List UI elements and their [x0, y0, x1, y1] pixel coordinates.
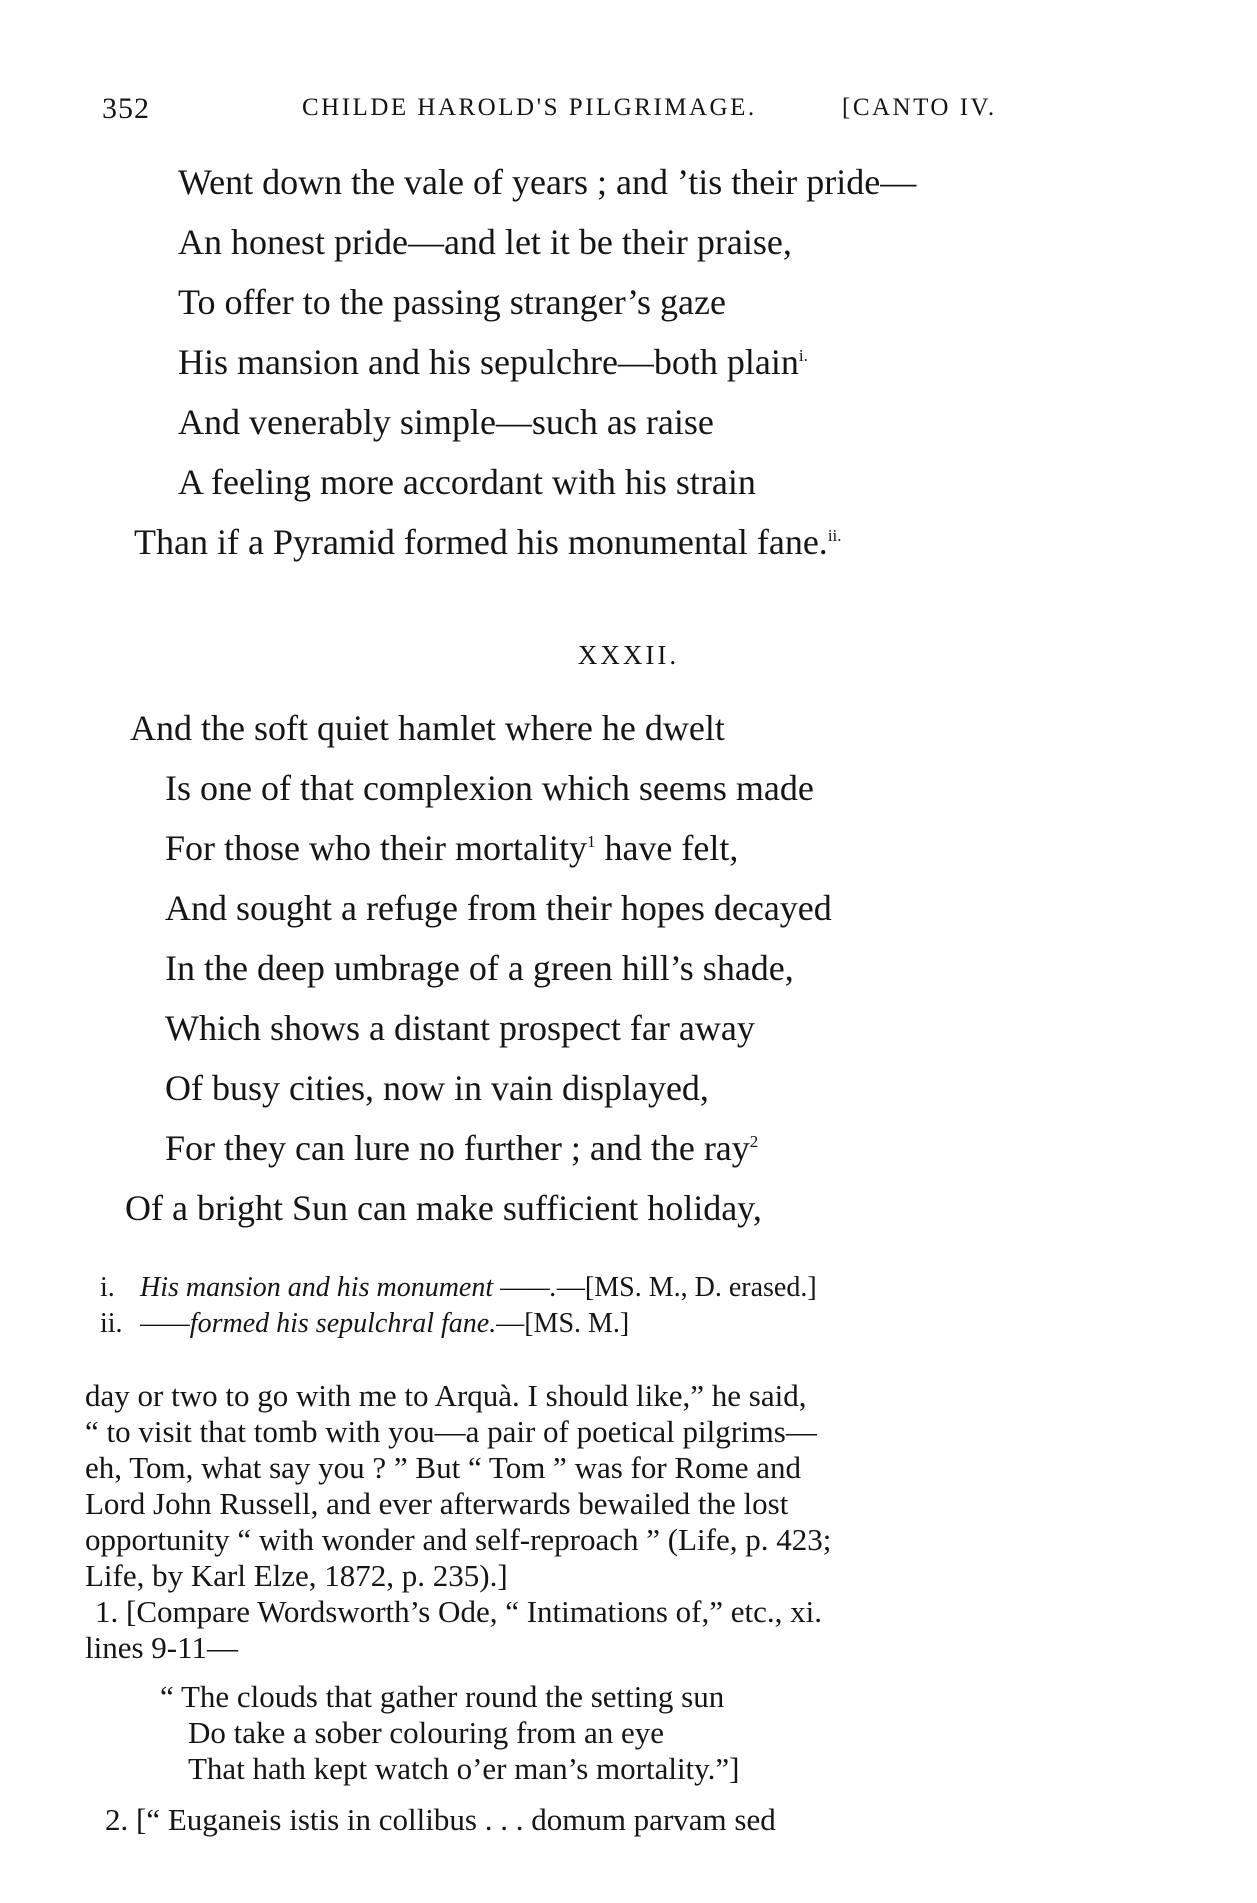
verse-line: Went down the vale of years ; and ’tis their pride— — [178, 162, 917, 202]
footnote-line: 2. [“ Euganeis istis in collibus . . . domum parvam sed — [105, 1802, 776, 1837]
verse-line: For those who their mortality$^1$ have felt, — [165, 828, 739, 868]
footnote-line: “ to visit that tomb with you—a pair of poetical pilgrims— — [85, 1414, 817, 1449]
verse-line: A feeling more accordant with his strain — [178, 462, 756, 502]
verse-line: And sought a refuge from their hopes decayed — [165, 888, 832, 928]
footnote-line: Lord John Russell, and ever afterwards bewailed the lost — [85, 1486, 789, 1521]
variant-ref: i. — [798, 346, 808, 365]
verse-line: An honest pride—and let it be their praise, — [178, 222, 792, 262]
footnote-ref: 2 — [749, 1132, 759, 1151]
quoted-verse-line: “ The clouds that gather round the setting sun — [160, 1679, 725, 1714]
footnote-2 — [105, 1802, 1050, 1838]
footnote-line: day or two to go with me to Arquà. I should like,” he said, — [85, 1378, 807, 1413]
stanza-number: XXXII. — [577, 640, 680, 670]
textual-variants — [100, 1270, 817, 1342]
verse-line: Is one of that complexion which seems made — [165, 768, 814, 808]
footnote-continuation — [85, 1378, 1030, 1594]
canto-label: [CANTO IV. — [842, 94, 997, 121]
verse-line: And the soft quiet hamlet where he dwelt — [130, 708, 725, 748]
running-title: CHILDE HAROLD'S PILGRIMAGE. — [302, 94, 757, 121]
footnote-line: opportunity “ with wonder and self-reproach ” (Life, p. 423; — [85, 1522, 832, 1557]
footnote-ref: 1 — [586, 832, 596, 851]
quoted-verse-line: Do take a sober colouring from an eye — [188, 1715, 665, 1750]
verse-line: Of a bright Sun can make sufficient holiday, — [125, 1188, 762, 1228]
running-head — [102, 92, 1052, 132]
variant-note: i. His mansion and his monument ——.—[MS. M., D. erased.] — [100, 1272, 817, 1303]
footnote-line: 1. [Compare Wordsworth’s Ode, “ Intimations of,” etc., xi. — [95, 1594, 823, 1629]
verse-line: For they can lure no further ; and the ray$^2$ — [165, 1128, 759, 1168]
footnote-line: Life, by Karl Elze, 1872, p. 235).] — [85, 1558, 508, 1593]
verse-line: Which shows a distant prospect far away — [165, 1008, 755, 1048]
verse-line: In the deep umbrage of a green hill’s shade, — [165, 948, 794, 988]
footnote-line: eh, Tom, what say you ? ” But “ Tom ” was for Rome and — [85, 1450, 801, 1485]
verse-line: Than if a Pyramid formed his monumental fane.$^{ii.}$ — [134, 522, 842, 562]
quoted-verse-line: That hath kept watch o’er man’s mortality.”] — [188, 1751, 740, 1786]
variant-note: ii. ——formed his sepulchral fane.—[MS. M.] — [100, 1308, 630, 1339]
variant-ref: ii. — [827, 526, 842, 545]
page-number: 352 — [102, 92, 150, 125]
verse-line: His mansion and his sepulchre—both plain$^{i.}$ — [178, 342, 808, 382]
verse-line: To offer to the passing stranger’s gaze — [178, 282, 726, 322]
footnote-1 — [85, 1594, 1040, 1666]
footnote-line: lines 9-11— — [85, 1630, 238, 1665]
verse-line: Of busy cities, now in vain displayed, — [165, 1068, 709, 1108]
verse-line: And venerably simple—such as raise — [178, 402, 714, 442]
